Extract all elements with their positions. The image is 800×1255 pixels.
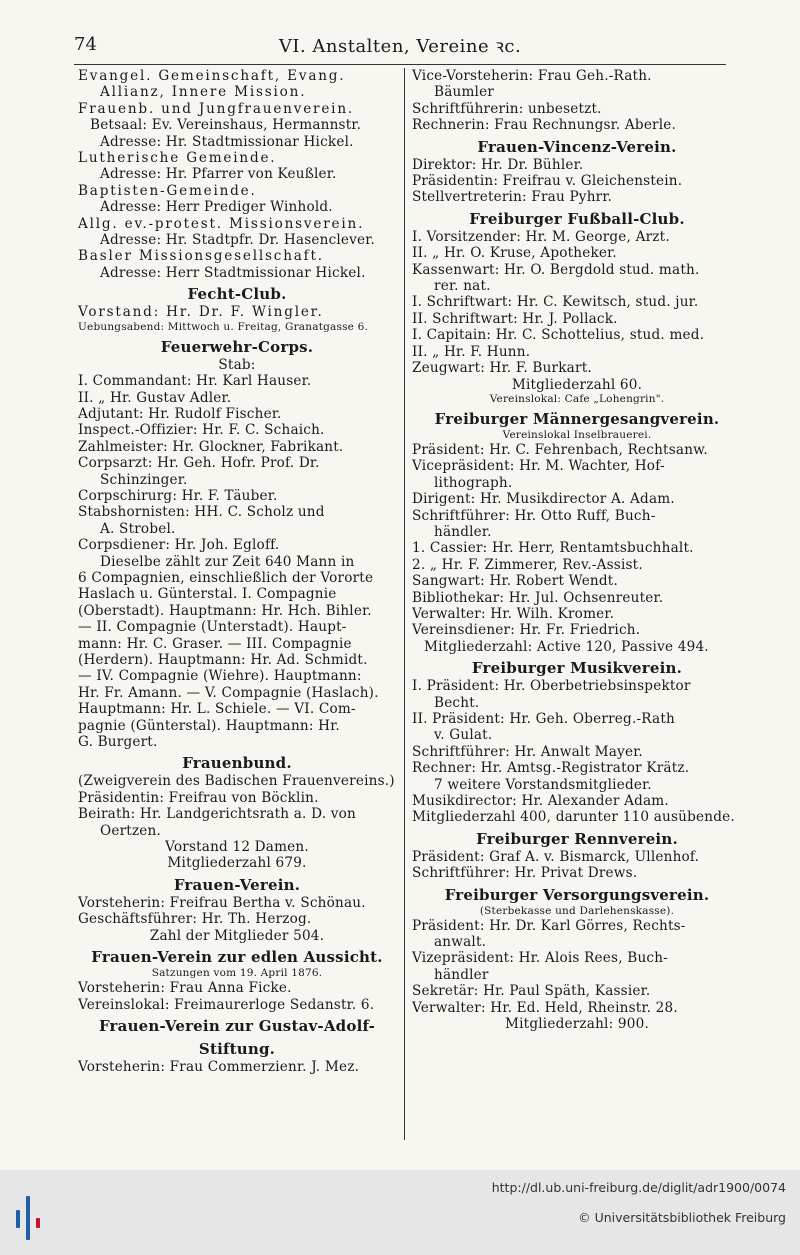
text-line: II. „ Hr. O. Kruse, Apotheker. <box>412 245 617 262</box>
section-heading: Freiburger Rennverein. <box>476 829 678 848</box>
text-line: Frauenb. und Jungfrauenverein. <box>78 100 355 117</box>
text-line: mann: Hr. C. Graser. — III. Compagnie <box>78 635 352 652</box>
section-heading: Frauen-Vincenz-Verein. <box>477 137 677 156</box>
text-line: II. „ Hr. Gustav Adler. <box>78 389 232 406</box>
text-line: Vice-Vorsteherin: Frau Geh.-Rath. <box>412 68 652 84</box>
text-line: (Oberstadt). Hauptmann: Hr. Hch. Bihler. <box>78 602 372 619</box>
text-line: 1. Cassier: Hr. Herr, Rentamtsbuchhalt. <box>412 540 694 557</box>
section-heading: Feuerwehr-Corps. <box>160 337 314 356</box>
section-heading: Freiburger Versorgungsverein. <box>444 885 710 904</box>
text-line: Mitgliederzahl 400, darunter 110 ausübende. <box>412 809 735 826</box>
text-line: Evangel. Gemeinschaft, Evang. <box>78 68 346 84</box>
section-heading: Freiburger Fußball-Club. <box>469 209 685 228</box>
text-line: Allianz, Innere Mission. <box>100 84 307 101</box>
copyright-text: © Universitätsbibliothek Freiburg <box>578 1210 786 1225</box>
text-line: Lutherische Gemeinde. <box>78 150 277 167</box>
text-line: — IV. Compagnie (Wiehre). Hauptmann: <box>78 668 362 685</box>
text-line: Mitgliederzahl: 900. <box>505 1016 649 1033</box>
text-line: Corpsarzt: Hr. Geh. Hofr. Prof. Dr. <box>78 455 320 472</box>
text-line: Schriftführer: Hr. Anwalt Mayer. <box>412 743 643 760</box>
text-line: I. Capitain: Hr. C. Schottelius, stud. med. <box>412 327 705 344</box>
text-line: Hauptmann: Hr. L. Schiele. — VI. Com- <box>78 701 356 718</box>
section-heading: Fecht-Club. <box>187 285 287 304</box>
text-line: Adjutant: Hr. Rudolf Fischer. <box>78 405 282 422</box>
text-line: Stabshornisten: HH. C. Scholz und <box>78 504 325 521</box>
text-line: Adresse: Hr. Stadtpfr. Dr. Hasenclever. <box>100 232 376 249</box>
right-column <box>412 68 742 1033</box>
text-line: 2. „ Hr. F. Zimmerer, Rev.-Assist. <box>412 556 643 573</box>
text-line: Mitgliederzahl 679. <box>167 855 307 872</box>
text-line: G. Burgert. <box>78 734 158 751</box>
text-line: Dieselbe zählt zur Zeit 640 Mann in <box>100 553 355 570</box>
text-line: I. Vorsitzender: Hr. M. George, Arzt. <box>412 228 670 245</box>
section-heading: Frauen-Verein. <box>173 875 301 894</box>
text-line: Verwalter: Hr. Wilh. Kromer. <box>412 605 615 622</box>
text-line: Inspect.-Offizier: Hr. F. C. Schaich. <box>78 422 325 439</box>
column-divider <box>404 68 405 1140</box>
text-line: Schriftführer: Hr. Privat Drews. <box>412 865 638 882</box>
header-rule <box>74 64 726 65</box>
text-line: Vorstand 12 Damen. <box>165 839 309 856</box>
text-line: pagnie (Günterstal). Hauptmann: Hr. <box>78 717 340 734</box>
text-line: Zeugwart: Hr. F. Burkart. <box>412 360 592 377</box>
text-line: Betsaal: Ev. Vereinshaus, Hermannstr. <box>90 117 362 134</box>
text-line: Vorsteherin: Frau Commerzienr. J. Mez. <box>78 1058 360 1075</box>
text-line: Präsident: Graf A. v. Bismarck, Ullenhof. <box>412 848 700 865</box>
text-line: Dirigent: Hr. Musikdirector A. Adam. <box>412 491 675 508</box>
text-line: Geschäftsführer: Hr. Th. Herzog. <box>78 911 312 928</box>
text-line: Zahl der Mitglieder 504. <box>149 927 325 944</box>
text-line: Kassenwart: Hr. O. Bergdold stud. math. <box>412 261 700 278</box>
text-line: Präsident: Hr. C. Fehrenbach, Rechtsanw. <box>412 441 708 458</box>
section-heading: Freiburger Männergesangverein. <box>434 409 720 428</box>
text-line: Adresse: Herr Prediger Winhold. <box>100 199 333 216</box>
text-line: I. Präsident: Hr. Oberbetriebsinspektor <box>412 678 691 695</box>
text-line: Präsidentin: Freifrau von Böcklin. <box>78 789 319 806</box>
section-heading: Frauen-Verein zur edlen Aussicht. <box>91 948 383 967</box>
text-line: Stab: <box>218 356 256 373</box>
text-line: Vorsteherin: Frau Anna Ficke. <box>78 980 292 997</box>
text-line: Adresse: Herr Stadtmissionar Hickel. <box>100 264 366 281</box>
text-line: Becht. <box>434 694 480 711</box>
text-line: Vereinslokal: Freimaurerloge Sedanstr. 6. <box>78 996 375 1013</box>
text-line: anwalt. <box>434 934 487 951</box>
text-line: v. Gulat. <box>434 727 493 744</box>
text-line: Satzungen vom 19. April 1876. <box>151 967 323 980</box>
page-header <box>74 34 726 62</box>
text-line: Allg. ev.-protest. Missionsverein. <box>78 215 365 232</box>
text-line: Mitgliederzahl: Active 120, Passive 494. <box>424 638 709 655</box>
text-line: (Zweigverein des Badischen Frauenvereins.) <box>78 773 395 790</box>
text-line: Vizepräsident: Hr. Alois Rees, Buch- <box>412 950 668 967</box>
text-line: Mitgliederzahl 60. <box>511 376 643 393</box>
text-line: Vorsteherin: Freifrau Bertha v. Schönau. <box>78 894 366 911</box>
text-line: Stellvertreterin: Frau Pyhrr. <box>412 189 613 206</box>
text-line: rer. nat. <box>434 278 491 295</box>
text-line: Schinzinger. <box>100 471 188 488</box>
text-line: Direktor: Hr. Dr. Bühler. <box>412 156 584 173</box>
logo-bar-1 <box>16 1210 20 1228</box>
section-heading: Stiftung. <box>198 1039 276 1058</box>
text-line: Hr. Fr. Amann. — V. Compagnie (Haslach). <box>78 684 379 701</box>
logo-bar-2 <box>26 1196 30 1240</box>
text-line: II. Präsident: Hr. Geh. Oberreg.-Rath <box>412 711 675 727</box>
text-line: (Sterbekasse und Darlehenskasse). <box>479 904 675 917</box>
text-line: händler <box>434 966 489 983</box>
text-line: Schriftführer: Hr. Otto Ruff, Buch- <box>412 507 656 524</box>
text-line: Vereinslokal Inselbrauerei. <box>502 428 652 441</box>
text-line: Baptisten-Gemeinde. <box>78 182 257 199</box>
text-line: — II. Compagnie (Unterstadt). Haupt- <box>78 619 347 636</box>
section-heading: Frauen-Verein zur Gustav-Adolf- <box>98 1016 376 1035</box>
text-line: Adresse: Hr. Pfarrer von Keußler. <box>100 166 337 183</box>
text-line: I. Commandant: Hr. Karl Hauser. <box>78 373 312 390</box>
page-title: VI. Anstalten, Vereine ꝛc. <box>278 36 522 57</box>
text-line: Präsidentin: Freifrau v. Gleichenstein. <box>412 173 683 190</box>
text-line: II. „ Hr. F. Hunn. <box>412 343 531 360</box>
text-line: Vicepräsident: Hr. M. Wachter, Hof- <box>412 458 665 475</box>
text-line: Zahlmeister: Hr. Glockner, Fabrikant. <box>78 438 344 455</box>
text-line: händler. <box>434 523 492 540</box>
text-line: I. Schriftwart: Hr. C. Kewitsch, stud. jur. <box>412 294 699 311</box>
text-line: Vereinsdiener: Hr. Fr. Friedrich. <box>412 622 641 639</box>
text-line: Basler Missionsgesellschaft. <box>78 248 324 265</box>
text-line: Corpsdiener: Hr. Joh. Egloff. <box>78 537 280 554</box>
text-line: Bibliothekar: Hr. Jul. Ochsenreuter. <box>412 589 664 606</box>
text-line: Haslach u. Günterstal. I. Compagnie <box>78 586 337 603</box>
text-line: Sekretär: Hr. Paul Späth, Kassier. <box>412 983 651 1000</box>
text-line: Adresse: Hr. Stadtmissionar Hickel. <box>100 133 354 150</box>
logo-bar-3 <box>36 1218 40 1228</box>
text-line: Beirath: Hr. Landgerichtsrath a. D. von <box>78 806 356 823</box>
text-line: Rechnerin: Frau Rechnungsr. Aberle. <box>412 117 677 134</box>
text-line: Oertzen. <box>100 822 162 839</box>
page-number: 74 <box>74 34 97 55</box>
text-line: Musikdirector: Hr. Alexander Adam. <box>412 793 669 810</box>
text-line: Rechner: Hr. Amtsg.-Registrator Krätz. <box>412 760 690 777</box>
text-line: lithograph. <box>434 474 513 491</box>
text-line: 7 weitere Vorstandsmitglieder. <box>434 776 652 793</box>
section-heading: Freiburger Musikverein. <box>471 659 683 678</box>
section-heading: Frauenbund. <box>182 754 292 773</box>
library-logo <box>16 1196 42 1240</box>
text-line: 6 Compagnien, einschließlich der Vororte <box>78 569 374 586</box>
text-line: Corpschirurg: Hr. F. Täuber. <box>78 487 278 504</box>
text-line: Vereinslokal: Cafe „Lohengrin". <box>489 392 665 405</box>
text-line: Vorstand: Hr. Dr. F. Wingler. <box>78 304 324 321</box>
text-line: Sangwart: Hr. Robert Wendt. <box>412 573 618 590</box>
text-line: II. Schriftwart: Hr. J. Pollack. <box>412 310 618 327</box>
text-line: (Herdern). Hauptmann: Hr. Ad. Schmidt. <box>78 652 368 668</box>
text-line: Schriftführerin: unbesetzt. <box>412 100 602 117</box>
text-line: A. Strobel. <box>100 520 176 537</box>
text-line: Präsident: Hr. Dr. Karl Görres, Rechts- <box>412 917 686 934</box>
left-column <box>78 68 396 1075</box>
text-line: Uebungsabend: Mittwoch u. Freitag, Granatgasse 6. <box>78 320 369 333</box>
text-line: Bäumler <box>434 84 495 101</box>
source-url-link[interactable]: http://dl.ub.uni-freiburg.de/diglit/adr1900/0074 <box>491 1180 786 1195</box>
text-line: Verwalter: Hr. Ed. Held, Rheinstr. 28. <box>412 999 678 1016</box>
